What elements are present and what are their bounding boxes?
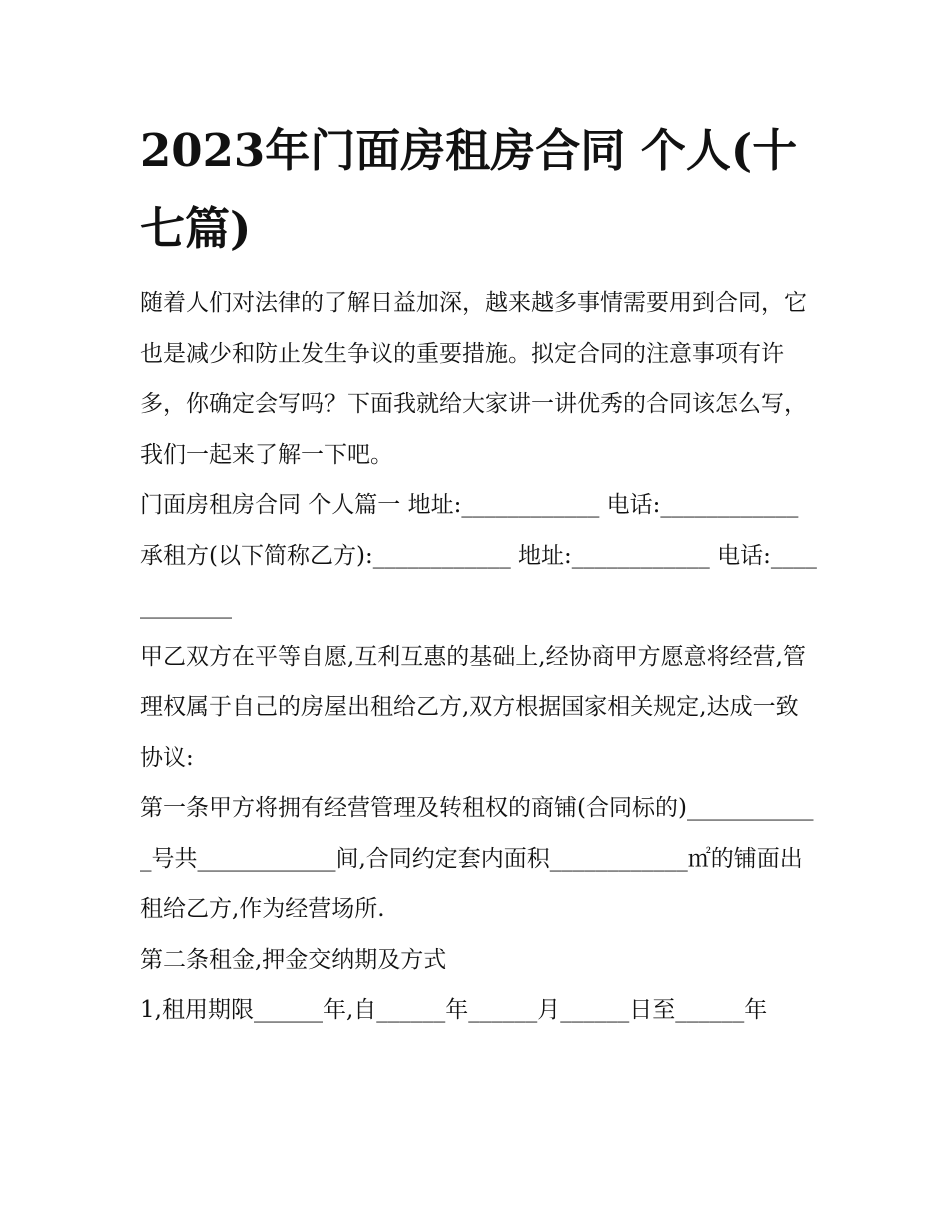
article-one-paragraph: 第一条甲方将拥有经营管理及转租权的商铺(合同标的)____________号共____________间,合同约定套内面积____________㎡的铺面出租给乙方,作为经营场所. [140,795,814,922]
agreement-preamble-paragraph: 甲乙双方在平等自愿,互利互惠的基础上,经协商甲方愿意将经营,管理权属于自己的房屋出租给乙方,双方根据国家相关规定,达成一致协议: [140,643,806,771]
lease-term-paragraph: 1,租用期限______年,自______年______月______日至______年 [140,997,768,1023]
intro-paragraph: 随着人们对法律的了解日益加深，越来越多事情需要用到合同，它也是减少和防止发生争议的重要措施。拟定合同的注意事项有许多，你确定会写吗？下面我就给大家讲一讲优秀的合同该怎么写，我们一起来了解一下吧。 [140,290,807,468]
document-body [140,278,820,1036]
article-two-heading: 第二条租金,押金交纳期及方式 [140,946,447,973]
document-title: 2023年门面房租房合同 个人(十七篇) [140,124,798,255]
lessee-info-paragraph: 承租方(以下简称乙方):____________ 地址:____________ 电话:____________ [140,542,817,619]
lessor-info-paragraph: 门面房租房合同 个人篇一 地址:____________ 电话:____________ [140,492,799,518]
